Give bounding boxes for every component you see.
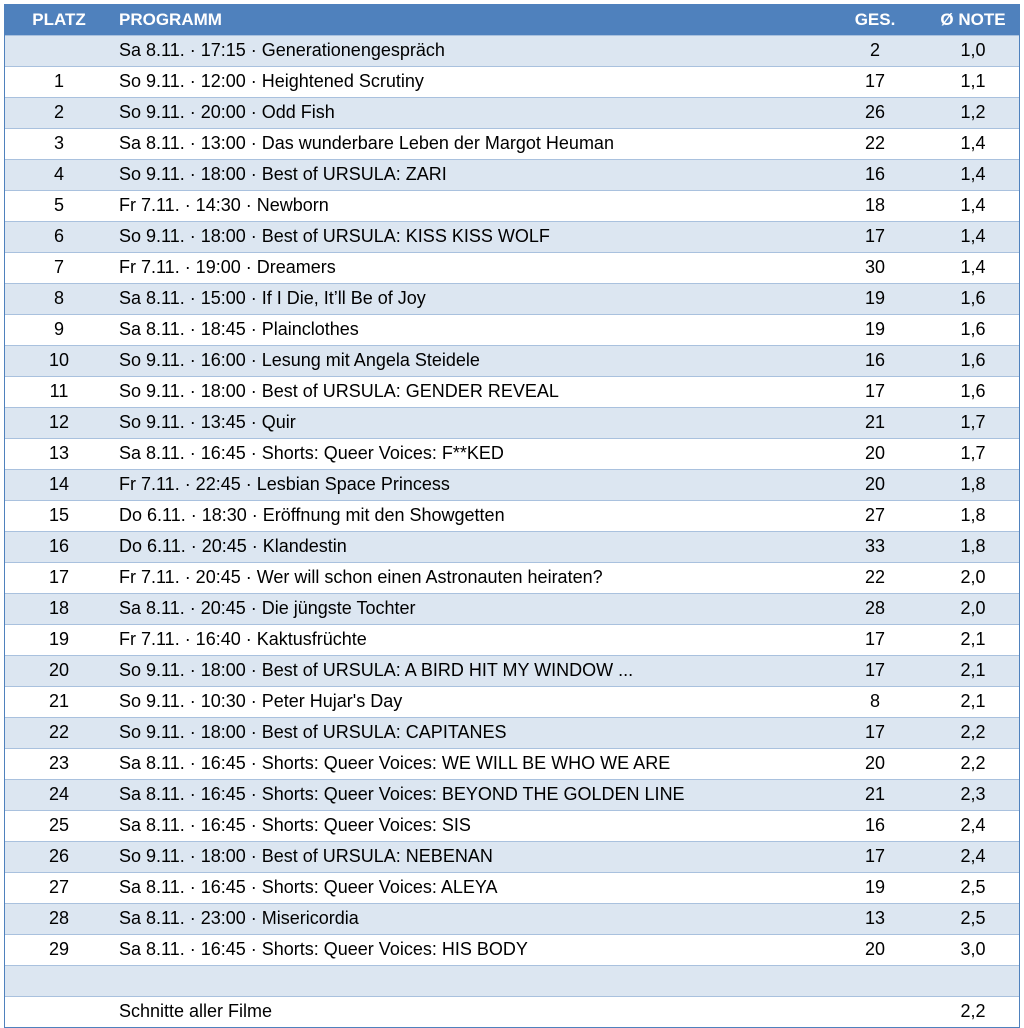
summary-label: Schnitte aller Filme bbox=[113, 996, 823, 1027]
cell-ges: 30 bbox=[823, 252, 927, 283]
spacer-cell bbox=[823, 965, 927, 996]
table-row bbox=[5, 438, 1019, 469]
table-row bbox=[5, 314, 1019, 345]
cell-platz: 22 bbox=[5, 717, 113, 748]
table-row bbox=[5, 345, 1019, 376]
cell-note: 2,1 bbox=[927, 624, 1019, 655]
cell-note: 2,1 bbox=[927, 686, 1019, 717]
cell-note: 1,4 bbox=[927, 190, 1019, 221]
cell-ges: 2 bbox=[823, 35, 927, 66]
cell-programm: Fr 7.11. · 14:30 · Newborn bbox=[113, 190, 823, 221]
cell-ges: 21 bbox=[823, 779, 927, 810]
cell-programm: Fr 7.11. · 20:45 · Wer will schon einen Astronauten heiraten? bbox=[113, 562, 823, 593]
table-row bbox=[5, 810, 1019, 841]
cell-note: 2,4 bbox=[927, 810, 1019, 841]
cell-platz: 23 bbox=[5, 748, 113, 779]
cell-platz: 25 bbox=[5, 810, 113, 841]
cell-platz: 28 bbox=[5, 903, 113, 934]
cell-ges: 26 bbox=[823, 97, 927, 128]
cell-note: 1,4 bbox=[927, 128, 1019, 159]
cell-note: 1,0 bbox=[927, 35, 1019, 66]
cell-note: 1,7 bbox=[927, 407, 1019, 438]
cell-ges: 17 bbox=[823, 66, 927, 97]
cell-note: 2,3 bbox=[927, 779, 1019, 810]
cell-ges: 33 bbox=[823, 531, 927, 562]
cell-platz: 27 bbox=[5, 872, 113, 903]
cell-ges: 19 bbox=[823, 314, 927, 345]
spacer-cell bbox=[5, 965, 113, 996]
summary-platz bbox=[5, 996, 113, 1027]
cell-platz: 12 bbox=[5, 407, 113, 438]
cell-ges: 20 bbox=[823, 438, 927, 469]
cell-note: 2,5 bbox=[927, 903, 1019, 934]
spacer-row bbox=[5, 965, 1019, 996]
cell-platz: 4 bbox=[5, 159, 113, 190]
table-row bbox=[5, 190, 1019, 221]
cell-note: 1,2 bbox=[927, 97, 1019, 128]
cell-programm: So 9.11. · 18:00 · Best of URSULA: ZARI bbox=[113, 159, 823, 190]
table-row bbox=[5, 97, 1019, 128]
cell-platz: 7 bbox=[5, 252, 113, 283]
cell-programm: Sa 8.11. · 16:45 · Shorts: Queer Voices: F**KED bbox=[113, 438, 823, 469]
table-row bbox=[5, 531, 1019, 562]
cell-platz: 16 bbox=[5, 531, 113, 562]
cell-platz: 17 bbox=[5, 562, 113, 593]
table-row bbox=[5, 407, 1019, 438]
cell-ges: 17 bbox=[823, 221, 927, 252]
cell-programm: Fr 7.11. · 16:40 · Kaktusfrüchte bbox=[113, 624, 823, 655]
cell-platz: 2 bbox=[5, 97, 113, 128]
cell-platz: 9 bbox=[5, 314, 113, 345]
cell-ges: 22 bbox=[823, 562, 927, 593]
spacer-cell bbox=[113, 965, 823, 996]
cell-programm: Do 6.11. · 18:30 · Eröffnung mit den Showgetten bbox=[113, 500, 823, 531]
ranking-table-grid bbox=[5, 5, 1019, 1027]
cell-ges: 17 bbox=[823, 376, 927, 407]
cell-note: 1,8 bbox=[927, 500, 1019, 531]
table-row bbox=[5, 35, 1019, 66]
table-row bbox=[5, 841, 1019, 872]
cell-ges: 20 bbox=[823, 748, 927, 779]
cell-platz: 11 bbox=[5, 376, 113, 407]
cell-programm: Sa 8.11. · 16:45 · Shorts: Queer Voices: HIS BODY bbox=[113, 934, 823, 965]
cell-ges: 19 bbox=[823, 872, 927, 903]
cell-platz: 5 bbox=[5, 190, 113, 221]
cell-platz: 18 bbox=[5, 593, 113, 624]
cell-platz: 21 bbox=[5, 686, 113, 717]
cell-ges: 16 bbox=[823, 159, 927, 190]
header-row bbox=[5, 5, 1019, 35]
cell-programm: Sa 8.11. · 16:45 · Shorts: Queer Voices: ALEYA bbox=[113, 872, 823, 903]
cell-note: 1,6 bbox=[927, 283, 1019, 314]
table-row bbox=[5, 252, 1019, 283]
cell-note: 1,7 bbox=[927, 438, 1019, 469]
cell-ges: 27 bbox=[823, 500, 927, 531]
cell-programm: So 9.11. · 12:00 · Heightened Scrutiny bbox=[113, 66, 823, 97]
cell-ges: 21 bbox=[823, 407, 927, 438]
cell-ges: 20 bbox=[823, 469, 927, 500]
cell-platz: 3 bbox=[5, 128, 113, 159]
cell-programm: Fr 7.11. · 22:45 · Lesbian Space Princess bbox=[113, 469, 823, 500]
cell-note: 1,4 bbox=[927, 159, 1019, 190]
cell-platz: 19 bbox=[5, 624, 113, 655]
spacer-cell bbox=[927, 965, 1019, 996]
table-row bbox=[5, 562, 1019, 593]
cell-programm: So 9.11. · 18:00 · Best of URSULA: NEBENAN bbox=[113, 841, 823, 872]
cell-note: 1,8 bbox=[927, 469, 1019, 500]
table-row bbox=[5, 655, 1019, 686]
summary-note: 2,2 bbox=[927, 996, 1019, 1027]
cell-note: 1,6 bbox=[927, 314, 1019, 345]
cell-programm: Do 6.11. · 20:45 · Klandestin bbox=[113, 531, 823, 562]
cell-note: 1,1 bbox=[927, 66, 1019, 97]
cell-note: 3,0 bbox=[927, 934, 1019, 965]
cell-ges: 16 bbox=[823, 345, 927, 376]
table-row bbox=[5, 686, 1019, 717]
cell-ges: 17 bbox=[823, 655, 927, 686]
cell-platz: 29 bbox=[5, 934, 113, 965]
cell-programm: Sa 8.11. · 13:00 · Das wunderbare Leben der Margot Heuman bbox=[113, 128, 823, 159]
cell-ges: 19 bbox=[823, 283, 927, 314]
cell-programm: Fr 7.11. · 19:00 · Dreamers bbox=[113, 252, 823, 283]
cell-platz: 15 bbox=[5, 500, 113, 531]
cell-platz: 14 bbox=[5, 469, 113, 500]
table-row bbox=[5, 748, 1019, 779]
cell-note: 2,2 bbox=[927, 748, 1019, 779]
table-row bbox=[5, 66, 1019, 97]
cell-ges: 13 bbox=[823, 903, 927, 934]
cell-note: 1,8 bbox=[927, 531, 1019, 562]
cell-note: 1,4 bbox=[927, 252, 1019, 283]
cell-programm: So 9.11. · 18:00 · Best of URSULA: CAPITANES bbox=[113, 717, 823, 748]
cell-note: 1,6 bbox=[927, 345, 1019, 376]
table-row bbox=[5, 128, 1019, 159]
cell-programm: So 9.11. · 16:00 · Lesung mit Angela Steidele bbox=[113, 345, 823, 376]
cell-note: 2,1 bbox=[927, 655, 1019, 686]
summary-ges bbox=[823, 996, 927, 1027]
cell-platz: 6 bbox=[5, 221, 113, 252]
cell-programm: Sa 8.11. · 16:45 · Shorts: Queer Voices: BEYOND THE GOLDEN LINE bbox=[113, 779, 823, 810]
cell-programm: Sa 8.11. · 16:45 · Shorts: Queer Voices: WE WILL BE WHO WE ARE bbox=[113, 748, 823, 779]
table-row bbox=[5, 376, 1019, 407]
header-platz: PLATZ bbox=[32, 9, 86, 29]
cell-note: 2,0 bbox=[927, 562, 1019, 593]
cell-platz: 13 bbox=[5, 438, 113, 469]
table-header bbox=[5, 5, 1019, 35]
cell-platz: 10 bbox=[5, 345, 113, 376]
cell-note: 2,4 bbox=[927, 841, 1019, 872]
cell-ges: 20 bbox=[823, 934, 927, 965]
table-body bbox=[5, 35, 1019, 1027]
table-row bbox=[5, 469, 1019, 500]
cell-programm: So 9.11. · 20:00 · Odd Fish bbox=[113, 97, 823, 128]
cell-programm: So 9.11. · 10:30 · Peter Hujar's Day bbox=[113, 686, 823, 717]
cell-programm: So 9.11. · 18:00 · Best of URSULA: KISS KISS WOLF bbox=[113, 221, 823, 252]
cell-ges: 22 bbox=[823, 128, 927, 159]
table-row bbox=[5, 283, 1019, 314]
cell-ges: 28 bbox=[823, 593, 927, 624]
cell-ges: 18 bbox=[823, 190, 927, 221]
table-row bbox=[5, 221, 1019, 252]
table-row bbox=[5, 624, 1019, 655]
table-row bbox=[5, 159, 1019, 190]
cell-platz: 26 bbox=[5, 841, 113, 872]
cell-ges: 16 bbox=[823, 810, 927, 841]
ranking-table bbox=[4, 4, 1020, 1028]
table-row bbox=[5, 872, 1019, 903]
cell-ges: 17 bbox=[823, 717, 927, 748]
cell-note: 1,4 bbox=[927, 221, 1019, 252]
cell-programm: Sa 8.11. · 20:45 · Die jüngste Tochter bbox=[113, 593, 823, 624]
cell-platz: 8 bbox=[5, 283, 113, 314]
cell-note: 1,6 bbox=[927, 376, 1019, 407]
cell-note: 2,5 bbox=[927, 872, 1019, 903]
summary-row bbox=[5, 996, 1019, 1027]
cell-programm: Sa 8.11. · 15:00 · If I Die, It’ll Be of Joy bbox=[113, 283, 823, 314]
table-row bbox=[5, 500, 1019, 531]
cell-programm: Sa 8.11. · 18:45 · Plainclothes bbox=[113, 314, 823, 345]
cell-programm: So 9.11. · 18:00 · Best of URSULA: A BIRD HIT MY WINDOW ... bbox=[113, 655, 823, 686]
cell-programm: Sa 8.11. · 23:00 · Misericordia bbox=[113, 903, 823, 934]
cell-platz: 20 bbox=[5, 655, 113, 686]
cell-programm: So 9.11. · 18:00 · Best of URSULA: GENDER REVEAL bbox=[113, 376, 823, 407]
cell-programm: Sa 8.11. · 16:45 · Shorts: Queer Voices: SIS bbox=[113, 810, 823, 841]
table-row bbox=[5, 779, 1019, 810]
cell-note: 2,2 bbox=[927, 717, 1019, 748]
cell-note: 2,0 bbox=[927, 593, 1019, 624]
cell-platz: 1 bbox=[5, 66, 113, 97]
table-row bbox=[5, 717, 1019, 748]
cell-ges: 8 bbox=[823, 686, 927, 717]
table-row bbox=[5, 934, 1019, 965]
cell-programm: Sa 8.11. · 17:15 · Generationengespräch bbox=[113, 35, 823, 66]
cell-ges: 17 bbox=[823, 624, 927, 655]
header-ges: GES. bbox=[854, 9, 896, 29]
cell-platz bbox=[5, 35, 113, 66]
cell-ges: 17 bbox=[823, 841, 927, 872]
header-programm: PROGRAMM bbox=[119, 9, 222, 29]
cell-platz: 24 bbox=[5, 779, 113, 810]
table-row bbox=[5, 593, 1019, 624]
header-note: Ø NOTE bbox=[940, 9, 1006, 29]
table-row bbox=[5, 903, 1019, 934]
cell-programm: So 9.11. · 13:45 · Quir bbox=[113, 407, 823, 438]
